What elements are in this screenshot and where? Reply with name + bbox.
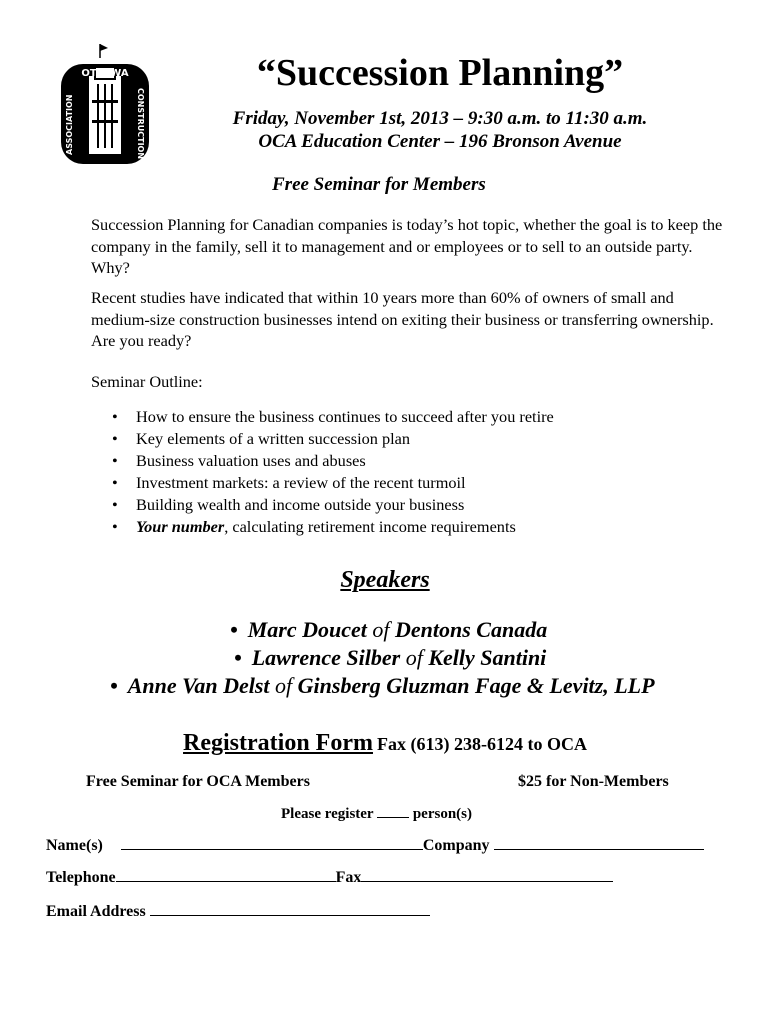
bullet-icon: • [110, 673, 118, 698]
outline-item-emphasis: Your number [136, 517, 225, 536]
speaker-of: of [405, 645, 423, 670]
outline-list [112, 406, 672, 538]
company-label: Company [422, 837, 490, 854]
registration-fax: Fax (613) 238-6124 to OCA [376, 734, 587, 754]
outline-item: • How to ensure the business continues to succeed after you retire [112, 406, 672, 428]
intro-paragraph-1: Succession Planning for Canadian companies is today’s hot topic, whether the goal is to keep the company in the family, sell it to management and or employees or to sell to an outside party. Why? [91, 215, 723, 277]
free-seminar-line: Free Seminar for Members [272, 174, 486, 195]
members-price: Free Seminar for OCA Members [86, 773, 310, 790]
outline-item: • Key elements of a written succession plan [112, 428, 672, 450]
intro-paragraph-2: Recent studies have indicated that within 10 years more than 60% of owners of small and medium-size construction businesses intend on exiting their business or transferring ownership. Are you ready? [91, 288, 714, 350]
registration-title: Registration Form [183, 730, 373, 756]
speaker-firm: Dentons Canada [394, 617, 548, 642]
bullet-icon: • [234, 645, 242, 670]
fax-field[interactable] [361, 869, 613, 882]
person-count-field[interactable] [377, 805, 409, 818]
oca-logo [58, 40, 152, 168]
speaker-firm: Ginsberg Gluzman Fage & Levitz, LLP [297, 673, 655, 698]
speaker-of: of [372, 617, 390, 642]
name-field[interactable] [121, 837, 423, 850]
speaker-item [234, 645, 546, 671]
speakers-heading: Speakers [340, 567, 430, 593]
registration-heading [0, 730, 770, 757]
company-field[interactable] [494, 837, 704, 850]
logo-text-left: ASSOCIATION [65, 94, 74, 155]
speaker-firm: Kelly Santini [428, 645, 547, 670]
outline-item: • Building wealth and income outside your business [112, 494, 672, 516]
nonmembers-price: $25 for Non-Members [518, 773, 669, 790]
speaker-item [110, 673, 655, 699]
telephone-fax-row [46, 869, 613, 887]
name-label: Name(s) [46, 837, 103, 854]
logo-text-top: OTTAWA [81, 68, 129, 79]
speaker-name: Anne Van Delst [127, 673, 270, 698]
name-company-row [46, 837, 704, 855]
email-label: Email Address [46, 903, 146, 920]
bullet-icon: • [230, 617, 238, 642]
email-row [46, 903, 430, 921]
speaker-item [230, 617, 547, 643]
register-count-row [281, 805, 472, 823]
speaker-of: of [275, 673, 293, 698]
register-suffix: person(s) [412, 806, 472, 822]
telephone-field[interactable] [116, 869, 336, 882]
outline-item-rest: , calculating retirement income requirements [224, 517, 516, 536]
outline-item: • Business valuation uses and abuses [112, 450, 672, 472]
telephone-label: Telephone [46, 869, 116, 886]
speaker-name: Marc Doucet [247, 617, 367, 642]
event-date: Friday, November 1st, 2013 – 9:30 a.m. to 11:30 a.m. [232, 108, 648, 129]
speaker-name: Lawrence Silber [251, 645, 401, 670]
outline-item: • Investment markets: a review of the recent turmoil [112, 472, 672, 494]
fax-label: Fax [335, 869, 362, 886]
outline-item [112, 516, 672, 538]
event-venue: OCA Education Center – 196 Bronson Avenue [258, 131, 622, 152]
page-title: “Succession Planning” [256, 52, 624, 94]
email-field[interactable] [150, 903, 430, 916]
outline-heading: Seminar Outline: [91, 372, 203, 391]
logo-text-right: CONSTRUCTION [136, 88, 145, 160]
register-prefix: Please register [281, 806, 374, 822]
